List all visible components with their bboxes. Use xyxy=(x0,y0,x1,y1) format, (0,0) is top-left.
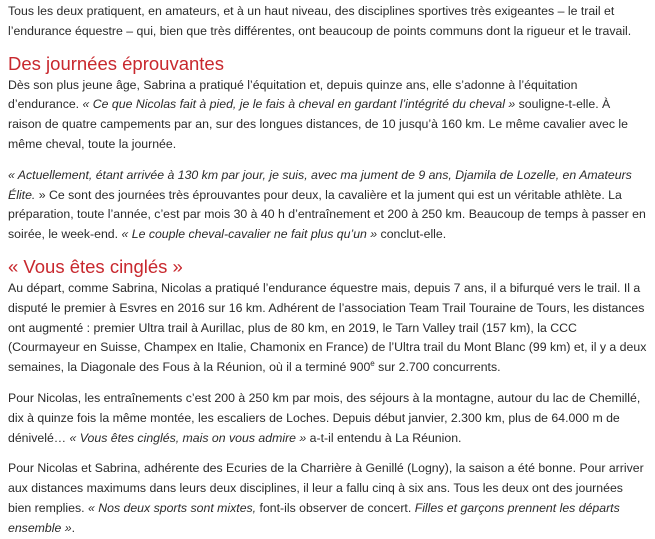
quote-text: Filles et garçons prennent les départs ensemble » xyxy=(8,500,620,535)
quote-text: « Nos deux sports sont mixtes, xyxy=(87,500,257,515)
quote-text: « Ce que Nicolas fait à pied, je le fais à cheval en gardant l’intégrité du cheval » xyxy=(82,97,516,112)
paragraph-text: souligne-t-elle. À raison de quatre campements par an, sur des longues distances, de 10 jusqu’à 160 km. Le même cavalier avec le même cheval, toute la journée. xyxy=(8,97,628,151)
intro-paragraph xyxy=(8,2,647,42)
paragraph-text: . xyxy=(71,520,75,535)
paragraph-nicolas-training xyxy=(8,389,647,448)
paragraph-text: » Ce sont des journées très éprouvantes pour deux, la cavalière et la jument qui est un véritable athlète. La préparation, toute l’année, c’est par mois 30 à 40 h d’entraînement et 200 à 250 km. Beaucoup de temps à passer en soirée, le week-end. xyxy=(8,187,646,242)
quote-text: « Vous êtes cinglés, mais on vous admire » xyxy=(69,430,307,445)
paragraph-text: a-t-il entendu à La Réunion. xyxy=(306,430,462,445)
intro-text: Tous les deux pratiquent, en amateurs, et à un haut niveau, des disciplines sportives très exigeantes – le trail et l’endurance équestre – qui, bien que très différentes, ont beaucoup de points communs dont la rigueur et le travail. xyxy=(8,4,632,38)
paragraph-text: Pour Nicolas et Sabrina, adhérente des Ecuries de la Charrière à Genillé (Logny), la saison a été bonne. Pour arriver aux distances maximums dans leurs deux disciplines, il leur a fallu cinq à six ans. Tous les deux ont des journées bien remplies. xyxy=(8,461,644,515)
quote-text: « Le couple cheval-cavalier ne fait plus qu’un » xyxy=(121,227,378,242)
paragraph-nicolas-trail xyxy=(8,279,647,378)
ordinal-suffix: e xyxy=(370,359,375,369)
section-heading-cingles: « Vous êtes cinglés » xyxy=(8,255,183,277)
paragraph-text: Pour Nicolas, les entraînements c’est 200 à 250 km par mois, des séjours à la montagne, autour du lac de Chemillé, dix à quinze fois la même montée, les escaliers de Loches. Depuis début janvier, 2.300 km, plus de 64.000 m de dénivelé… xyxy=(8,390,641,445)
paragraph-sabrina-equitation xyxy=(8,76,647,155)
paragraph-text: Dès son plus jeune âge, Sabrina a pratiqué l’équitation et, depuis quinze ans, elle s’adonne à l’équitation d’endurance. xyxy=(8,77,578,112)
paragraph-conclusion xyxy=(8,459,647,538)
paragraph-text: Au départ, comme Sabrina, Nicolas a pratiqué l’endurance équestre mais, depuis 7 ans, il a bifurqué vers le trail. Il a disputé le premier à Esvres en 2016 sur 16 km. Adhérent de l’association Team Trail Touraine de Tours, les distances ont augmenté : premier Ultra trail à Aurillac, plus de 80 km, en 2019, le Tarn Valley trail (157 km), la CCC (Courmayeur en Suisse, Champex en Italie, Chamonix en France) de l’Ultra trail du Mont Blanc (99 km) et, il y a deux semaines, la Diagonale des Fous à la Réunion, où il a terminé 900 xyxy=(8,280,647,375)
quote-text: « Actuellement, étant arrivée à 130 km par jour, je suis, avec ma jument de 9 ans, Djamila de Lozelle, en Amateurs Élite. xyxy=(8,167,632,202)
paragraph-sabrina-quote xyxy=(8,166,647,245)
paragraph-text: font-ils observer de concert. xyxy=(256,500,415,515)
section-heading-journees: Des journées éprouvantes xyxy=(8,52,224,74)
paragraph-text: sur 2.700 concurrents. xyxy=(374,360,501,375)
paragraph-text: conclut-elle. xyxy=(377,227,447,242)
